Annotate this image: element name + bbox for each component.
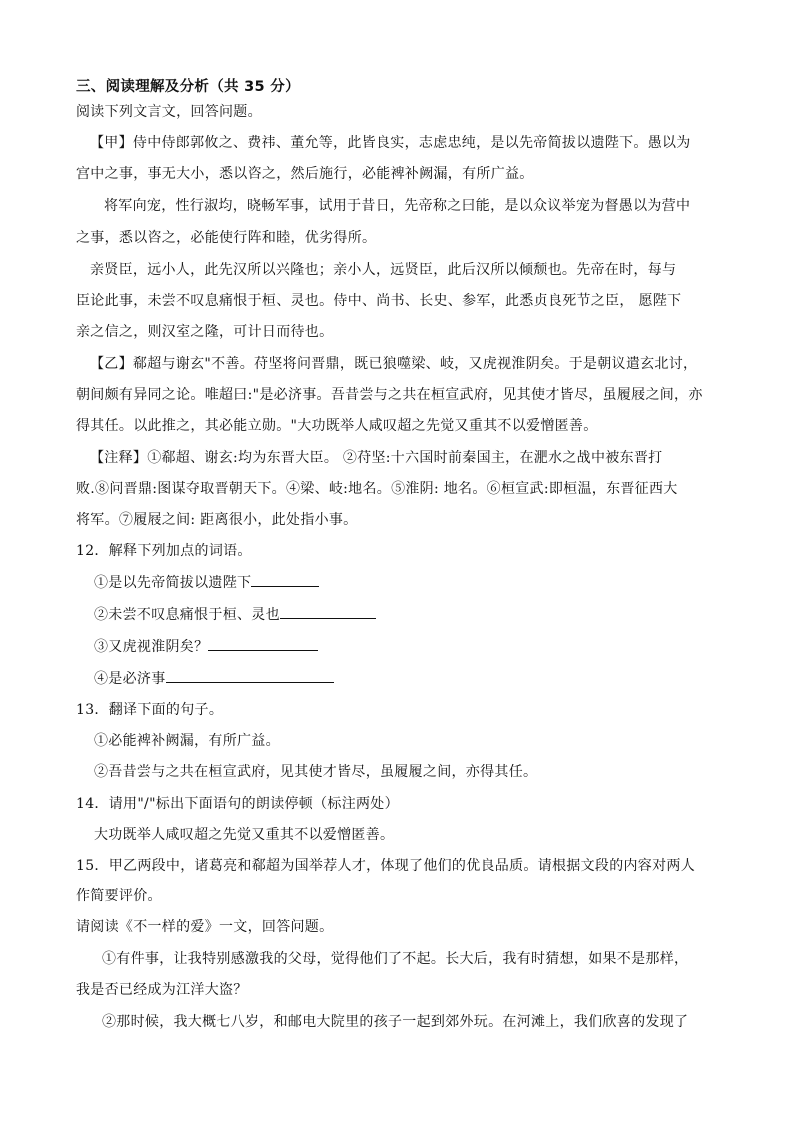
question-12-item-text: ④是必济事: [94, 671, 166, 687]
passage-jia-line: 【甲】侍中侍郎郭攸之、费祎、董允等，此皆良实，志虑忠纯，是以先帝简拔以遗陛下。愚以为: [90, 135, 691, 151]
passage-2-line: 我是否已经成为江洋大盗？: [76, 982, 248, 998]
passage-jia-line: 臣论此事，未尝不叹息痛恨于桓、灵也。侍中、尚书、长史、参军，此悉贞良死节之臣， 愿陛下: [76, 293, 682, 309]
question-12-item: [94, 668, 334, 688]
question-12-item-text: ①是以先帝简拔以遗陛下: [94, 575, 252, 591]
passage-2-intro: 请阅读《不一样的爱》一文，回答问题。: [76, 919, 334, 935]
question-13-item: ①必能裨补阙漏，有所广益。: [94, 733, 280, 749]
question-12-item-text: ③又虎视淮阴矣？: [94, 639, 209, 655]
section-intro: 阅读下列文言文，回答问题。: [76, 104, 262, 120]
notes-line: 将军。⑦履屐之间: 距离很小，此处指小事。: [76, 512, 358, 528]
answer-blank[interactable]: [280, 604, 376, 619]
question-12-stem: 12．解释下列加点的词语。: [76, 543, 252, 559]
passage-jia-line: 亲之信之，则汉室之隆，可计日而待也。: [76, 324, 334, 340]
passage-jia-line: 宫中之事，事无大小，悉以咨之，然后施行，必能裨补阙漏，有所广益。: [76, 166, 534, 182]
passage-2-line: ①有件事，让我特别感激我的父母，觉得他们了不起。长大后，我有时猜想，如果不是那样，: [102, 951, 689, 967]
question-14-sentence: 大功既举人咸叹超之先觉又重其不以爱憎匿善。: [94, 827, 395, 843]
passage-jia-line: 之事，悉以咨之，必能使行阵和睦，优劣得所。: [76, 230, 377, 246]
question-15-line: 15．甲乙两段中，诸葛亮和郗超为国举荐人才，体现了他们的优良品质。请根据文段的内容对两人: [76, 858, 696, 874]
question-12-item: [94, 604, 376, 624]
question-13-stem: 13．翻译下面的句子。: [76, 702, 224, 718]
passage-jia-line: 将军向宠，性行淑均，晓畅军事，试用于昔日，先帝称之曰能，是以众议举宠为督愚以为营中: [104, 198, 691, 214]
question-12-item-text: ②未尝不叹息痛恨于桓、灵也: [94, 607, 280, 623]
question-15-line: 作简要评价。: [76, 888, 162, 904]
passage-yi-line: 得其任。以此推之，其必能立勋。"大功既举人咸叹超之先觉又重其不以爱憎匿善。: [76, 418, 598, 434]
passage-2-line: ②那时候，我大概七八岁，和邮电大院里的孩子一起到郊外玩。在河滩上，我们欣喜的发现了: [102, 1014, 689, 1030]
answer-blank[interactable]: [166, 668, 334, 683]
question-13-item: ②吾昔尝与之共在桓宣武府，见其使才皆尽，虽履履之间，亦得其任。: [94, 764, 538, 780]
question-12-item: [94, 636, 318, 656]
answer-blank[interactable]: [251, 572, 319, 587]
question-14-stem: 14．请用"/"标出下面语句的朗读停顿（标注两处）: [76, 796, 399, 812]
passage-yi-line: 朝间颇有异同之论。唯超曰:"是必济事。吾昔尝与之共在桓宣武府，见其使才皆尽，虽履屐之间，亦: [76, 387, 703, 403]
passage-jia-line: 亲贤臣，远小人，此先汉所以兴隆也；亲小人，远贤臣，此后汉所以倾颓也。先帝在时，每与: [90, 262, 677, 278]
section-heading: 三、阅读理解及分析（共 35 分）: [76, 79, 300, 95]
notes-line: 【注释】①郗超、谢玄:均为东晋大臣。 ②苻坚:十六国时前秦国主，在淝水之战中被东晋打: [90, 450, 663, 466]
question-12-item: [94, 572, 319, 592]
passage-yi-line: 【乙】郗超与谢玄"不善。苻坚将问晋鼎，既已狼噬梁、岐，又虎视淮阴矣。于是朝议遣玄北讨，: [90, 356, 698, 372]
answer-blank[interactable]: [208, 636, 318, 651]
notes-line: 败.⑧问晋鼎:图谋夺取晋朝天下。④梁、岐:地名。⑤淮阴: 地名。⑥桓宣武:即桓温，东晋征西大: [76, 481, 678, 497]
